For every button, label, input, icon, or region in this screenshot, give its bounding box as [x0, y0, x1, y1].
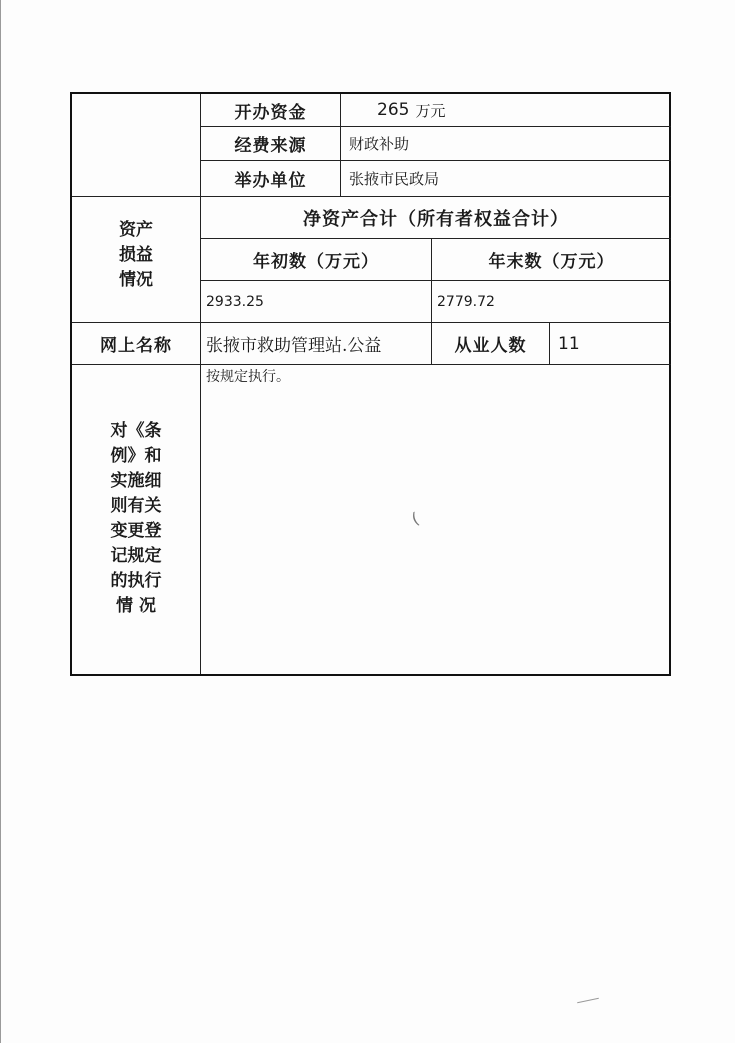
compliance-value: 按规定执行。 [206, 369, 290, 385]
organizer-value: 张掖市民政局 [349, 170, 440, 188]
online-name-value: 张掖市救助管理站.公益 [206, 336, 382, 356]
compliance-label-line: 的执行 [110, 571, 162, 591]
compliance-label [72, 419, 200, 619]
compliance-label-line: 则有关 [110, 496, 162, 516]
compliance-label-line: 记规定 [110, 546, 162, 566]
stray-pen-mark: ( [408, 508, 422, 529]
assets-section-label [72, 218, 200, 293]
begin-year-value: 2933.25 [206, 293, 264, 310]
fund-amount: 265 [377, 100, 410, 120]
fund-value [341, 94, 671, 126]
rule [72, 364, 671, 365]
staff-count-label: 从业人数 [454, 336, 527, 356]
assets-label-line: 资产 [119, 220, 153, 240]
source-label: 经费来源 [234, 136, 307, 156]
assets-label-line: 情况 [119, 270, 153, 290]
organizer-label: 举办单位 [234, 171, 307, 191]
compliance-label-line: 例》和 [110, 446, 162, 466]
registration-form-table [70, 92, 671, 676]
source-value: 财政补助 [349, 135, 410, 153]
compliance-label-line: 实施细 [110, 471, 162, 491]
end-year-value: 2779.72 [437, 293, 495, 310]
stray-dash-mark [577, 998, 599, 1004]
net-assets-header: 净资产合计（所有者权益合计） [303, 208, 569, 230]
fund-unit: 万元 [415, 101, 446, 120]
end-year-header: 年末数（万元） [488, 252, 615, 272]
compliance-label-line: 变更登 [110, 521, 162, 541]
assets-label-line: 损益 [119, 245, 153, 265]
staff-count-value: 11 [558, 333, 580, 354]
fund-label: 开办资金 [234, 102, 307, 123]
compliance-label-line: 对《条 [110, 421, 162, 441]
begin-year-header: 年初数（万元） [253, 252, 379, 272]
compliance-label-line: 情 况 [116, 596, 156, 616]
scan-edge [0, 0, 1, 1043]
online-name-label: 网上名称 [100, 336, 172, 356]
